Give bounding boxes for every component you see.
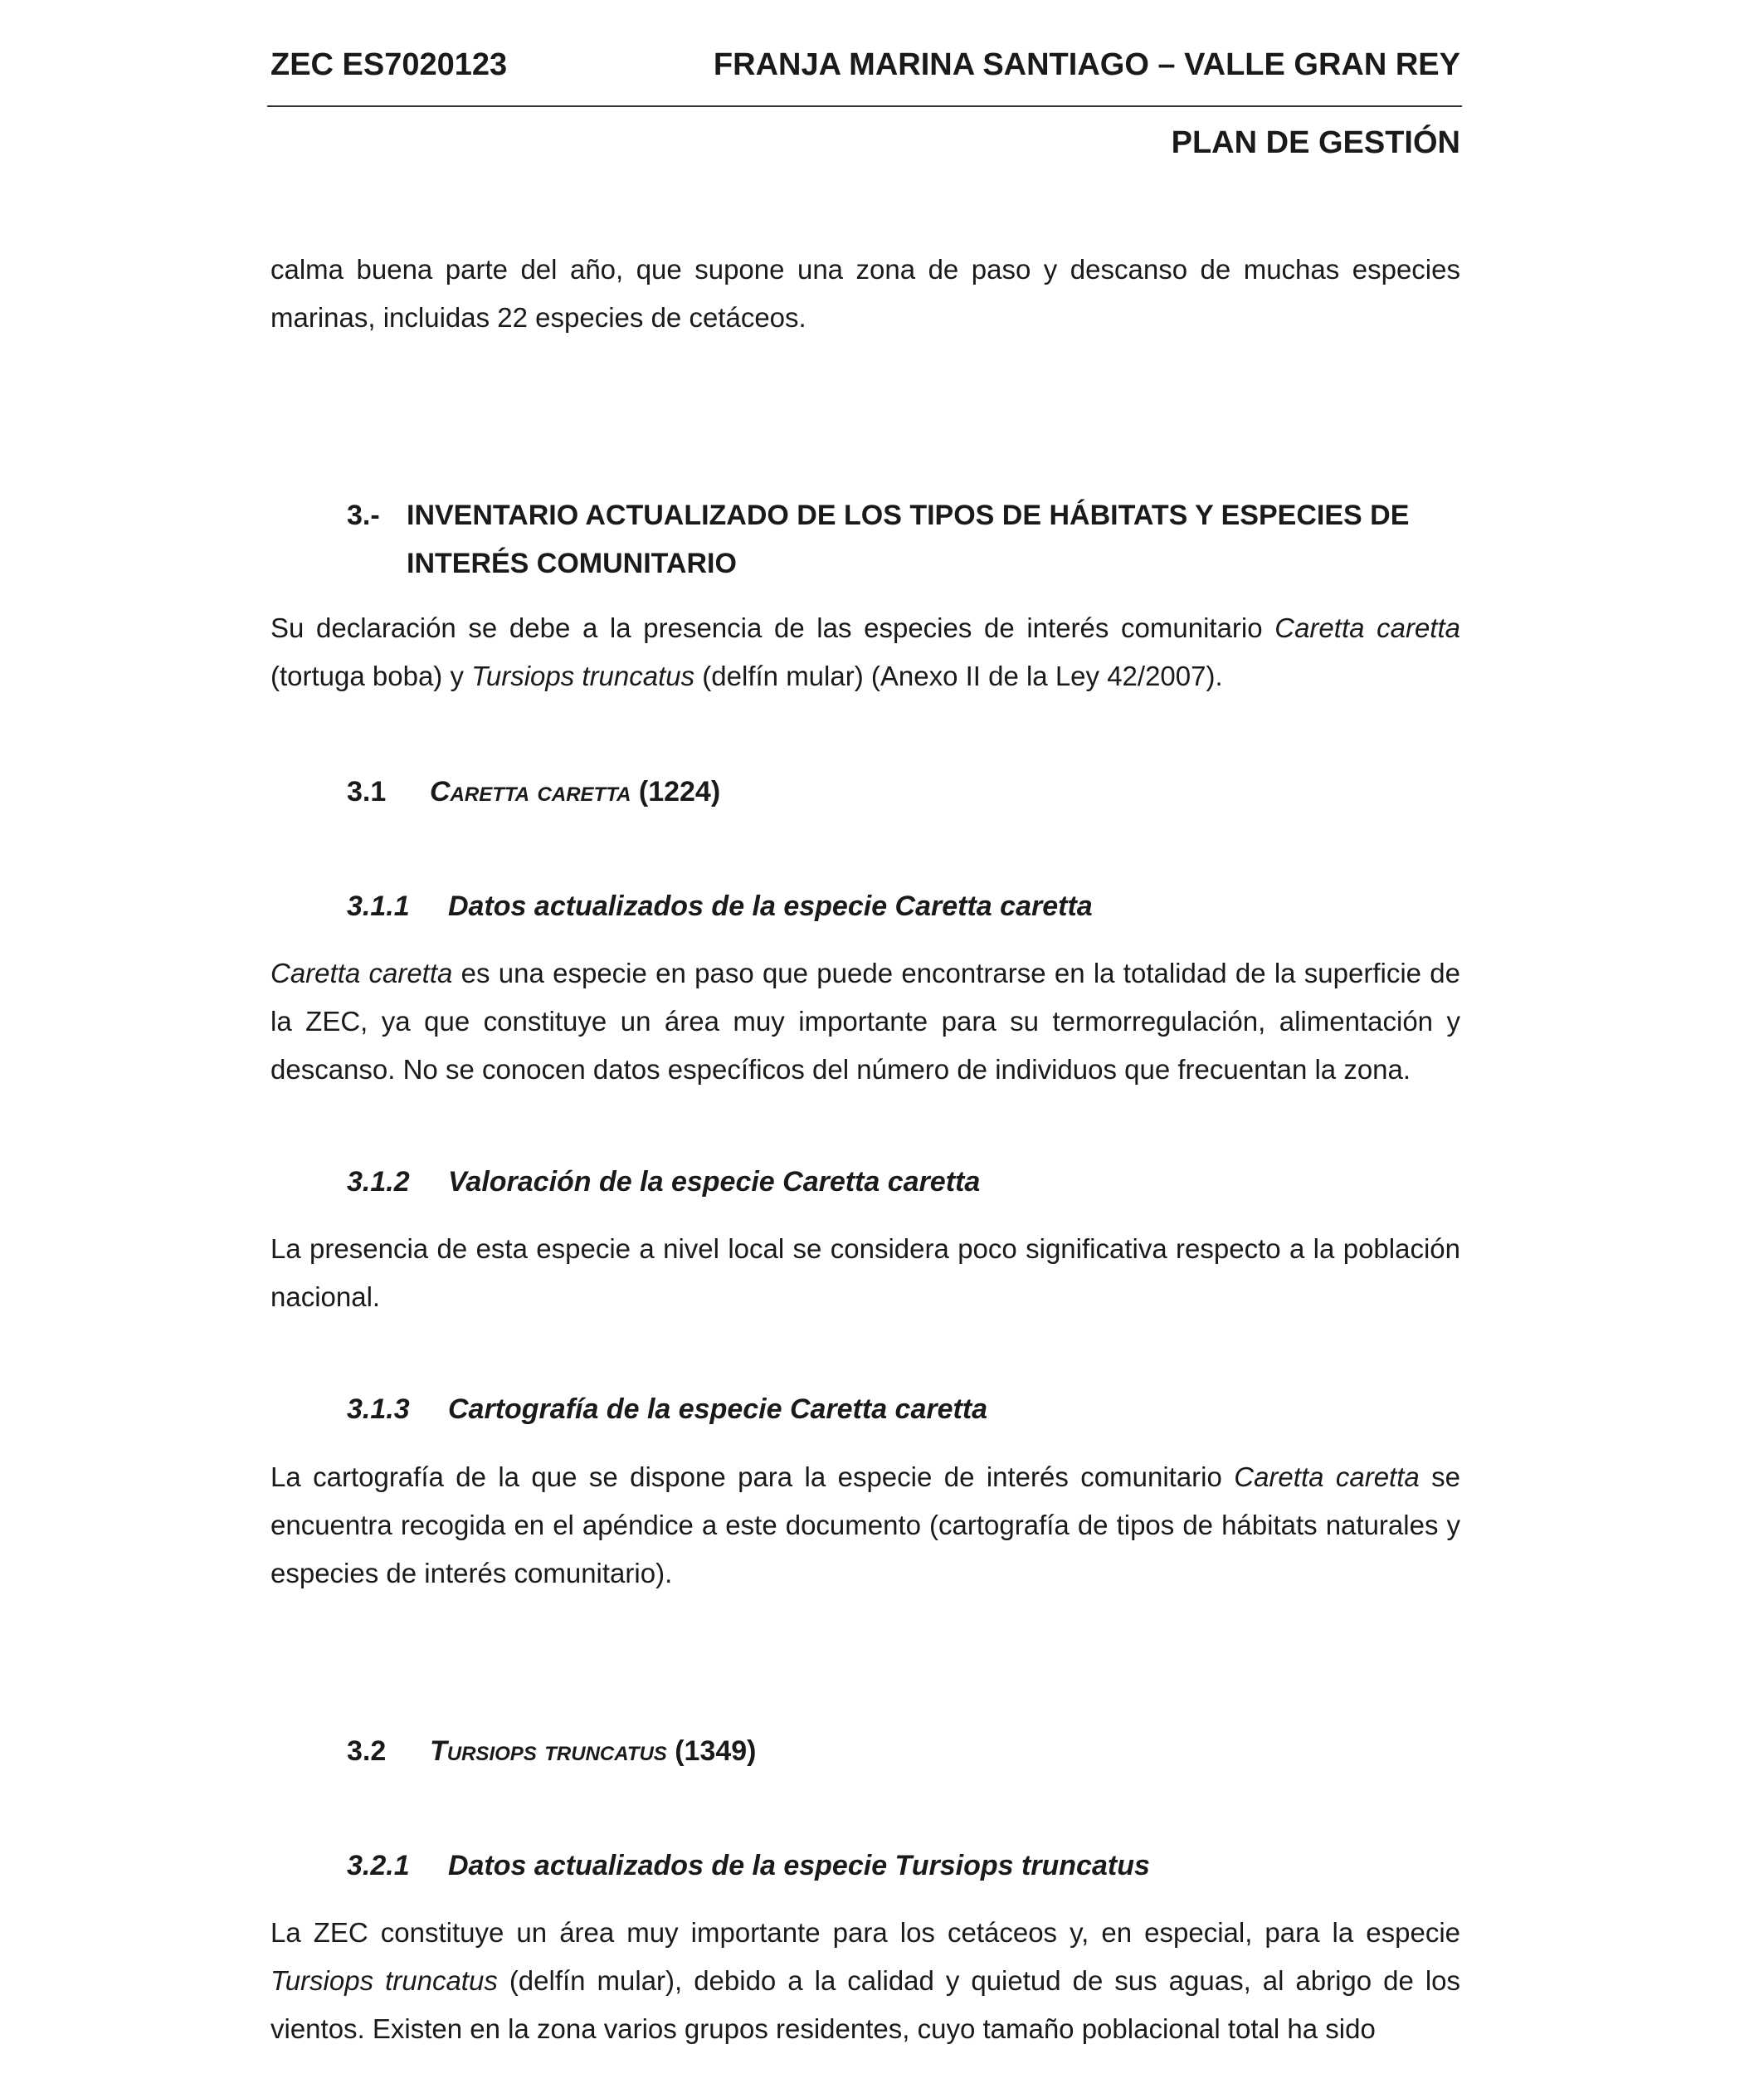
section-3-heading bbox=[347, 491, 1452, 588]
section-3-1-3-heading bbox=[347, 1391, 987, 1427]
section-3-1-3-text-1: La cartografía de la que se dispone para la especie de interés comunitario bbox=[270, 1461, 1235, 1492]
intro-paragraph bbox=[270, 246, 1460, 342]
section-3-2-heading bbox=[347, 1733, 757, 1769]
section-3-2-1-title: Datos actualizados de la especie Tursiops truncatus bbox=[448, 1850, 1150, 1881]
section-3-2-number: 3.2 bbox=[347, 1735, 387, 1767]
section-3-1-1-paragraph bbox=[270, 949, 1460, 1094]
section-3-1-species: Caretta caretta bbox=[430, 776, 631, 807]
section-3-text-3: (delfín mular) (Anexo II de la Ley 42/2007). bbox=[694, 661, 1223, 691]
section-3-1-2-number: 3.1.2 bbox=[347, 1166, 410, 1198]
section-3-1-code: (1224) bbox=[631, 776, 721, 807]
intro-text: calma buena parte del año, que supone una zona de paso y descanso de muchas especies marinas, incluidas 22 especies de cetáceos. bbox=[270, 254, 1460, 333]
species-name: Caretta caretta bbox=[1274, 612, 1460, 643]
header-document-type: PLAN DE GESTIÓN bbox=[1171, 125, 1460, 160]
species-name: Caretta caretta bbox=[270, 958, 453, 988]
section-3-text-2: (tortuga boba) y bbox=[270, 661, 472, 691]
section-3-2-1-text-2: (delfín mular), debido a la calidad y quietud de sus aguas, al abrigo de los vientos. Existen en la zona varios grupos residentes, cuyo tamaño poblacional total ha sido bbox=[270, 1965, 1461, 2044]
section-3-paragraph bbox=[270, 604, 1460, 700]
section-3-2-1-number: 3.2.1 bbox=[347, 1850, 410, 1881]
section-3-1-3-text-2: se encuentra recogida en el apéndice a este documento (cartografía de tipos de hábitats naturales y especies de interés comunitario). bbox=[270, 1461, 1460, 1588]
section-3-1-1-title: Datos actualizados de la especie Caretta caretta bbox=[448, 890, 1093, 922]
section-3-1-2-heading bbox=[347, 1164, 980, 1200]
section-3-1-1-heading bbox=[347, 888, 1093, 925]
section-3-text-1: Su declaración se debe a la presencia de las especies de interés comunitario bbox=[270, 612, 1275, 643]
header-site-name: FRANJA MARINA SANTIAGO – VALLE GRAN REY bbox=[713, 47, 1460, 82]
section-3-1-2-paragraph bbox=[270, 1225, 1460, 1321]
species-name: Tursiops truncatus bbox=[471, 661, 695, 691]
section-3-2-code: (1349) bbox=[666, 1735, 757, 1767]
section-3-1-2-title: Valoración de la especie Caretta caretta bbox=[448, 1166, 981, 1198]
section-3-2-1-heading bbox=[347, 1847, 1150, 1884]
section-3-1-heading bbox=[347, 773, 720, 810]
section-3-1-number: 3.1 bbox=[347, 776, 387, 807]
section-3-1-3-title: Cartografía de la especie Caretta caretta bbox=[448, 1393, 988, 1425]
header-site-code: ZEC ES7020123 bbox=[270, 47, 508, 82]
section-3-title: INVENTARIO ACTUALIZADO DE LOS TIPOS DE HÁBITATS Y ESPECIES DE INTERÉS COMUNITARIO bbox=[407, 500, 1410, 579]
species-name: Caretta caretta bbox=[1234, 1461, 1420, 1492]
section-3-1-1-number: 3.1.1 bbox=[347, 890, 410, 922]
section-3-2-species: Tursiops truncatus bbox=[430, 1735, 667, 1767]
section-3-1-3-paragraph bbox=[270, 1453, 1460, 1598]
section-3-1-1-text: es una especie en paso que puede encontrarse en la totalidad de la superficie de la ZEC, ya que constituye un área muy importante para su termorregulación, alimentación y descanso. No se conocen datos específicos del número de individuos que frecuentan la zona. bbox=[270, 958, 1460, 1085]
section-3-2-1-text-1: La ZEC constituye un área muy importante para los cetáceos y, en especial, para la especie bbox=[270, 1917, 1460, 1948]
species-name: Tursiops truncatus bbox=[270, 1965, 498, 1996]
header-divider bbox=[267, 105, 1462, 107]
section-3-2-1-paragraph bbox=[270, 1909, 1460, 2053]
section-3-number: 3.- bbox=[347, 500, 380, 531]
section-3-1-2-text: La presencia de esta especie a nivel local se considera poco significativa respecto a la población nacional. bbox=[270, 1233, 1460, 1312]
section-3-1-3-number: 3.1.3 bbox=[347, 1393, 410, 1425]
